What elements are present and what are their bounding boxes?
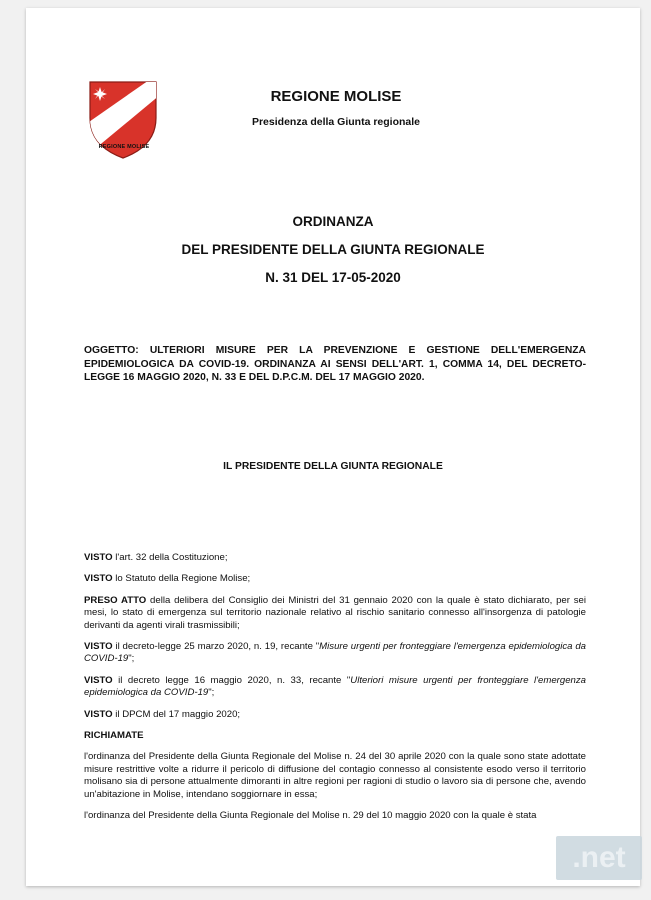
watermark-logo: .net	[556, 836, 642, 880]
region-name: REGIONE MOLISE	[270, 88, 402, 105]
document-page	[26, 8, 640, 886]
ordinance-title: ORDINANZA	[292, 214, 374, 229]
document-body	[84, 552, 586, 832]
paragraph-ordinanza-29: l'ordinanza del Presidente della Giunta Regionale del Molise n. 29 del 10 maggio 2020 con la quale è stata	[84, 810, 537, 822]
paragraph-visto-dl-33: VISTO il decreto legge 16 maggio 2020, n. 33, recante "Ulteriori misure urgenti per fronteggiare l'emergenza epidemiologica da COVID-19";	[84, 674, 586, 699]
paragraph-visto-costituzione: VISTO l'art. 32 della Costituzione;	[84, 552, 228, 563]
ordinance-number: N. 31 DEL 17-05-2020	[265, 270, 401, 285]
paragraph-visto-dpcm: VISTO il DPCM del 17 maggio 2020;	[84, 708, 241, 720]
ordinance-issuer: DEL PRESIDENTE DELLA GIUNTA REGIONALE	[181, 242, 485, 257]
region-subtitle: Presidenza della Giunta regionale	[251, 116, 421, 128]
paragraph-richiamate: RICHIAMATE	[84, 730, 144, 742]
paragraph-visto-statuto: VISTO lo Statuto della Regione Molise;	[84, 573, 251, 585]
paragraph-visto-dl-19: VISTO il decreto-legge 25 marzo 2020, n. 19, recante "Misure urgenti per fronteggiare l'emergenza epidemiologica da COVID-19";	[84, 641, 587, 665]
subject-paragraph: OGGETTO: ULTERIORI MISURE PER LA PREVENZIONE E GESTIONE DELL'EMERGENZA EPIDEMIOLOGICA DA COVID-19. ORDINANZA AI SENSI DELL'ART. 1, COMMA 14, DEL DECRETO-LEGGE 16 MAGGIO 2020, N. 33 E DEL D.P.C.M. DEL 17 MAGGIO 2020.	[84, 345, 586, 383]
paragraph-preso-atto: PRESO ATTO della delibera del Consiglio dei Ministri del 31 gennaio 2020 con la quale è stato dichiarato, per sei mesi, lo stato di emergenza sul territorio nazionale relativo al rischio sanitario connesso all'insorgenza di patologie derivanti da agenti virali trasmissibili;	[84, 594, 587, 631]
president-heading: IL PRESIDENTE DELLA GIUNTA REGIONALE	[223, 461, 443, 472]
crest-caption: REGIONE MOLISE	[98, 144, 150, 150]
paragraph-ordinanza-24: l'ordinanza del Presidente della Giunta Regionale del Molise n. 24 del 30 aprile 2020 con la quale sono state adottate misure restrittive volte a ridurre il pericolo di diffusione del contagio connesso al consistente esodo verso il territorio molisano sia di persone attualmente dimoranti in altre regioni per ragioni di studio o lavoro sia di persone che, avendo un'abitazione in Molise, intendano soggiornare in essa;	[84, 751, 586, 800]
